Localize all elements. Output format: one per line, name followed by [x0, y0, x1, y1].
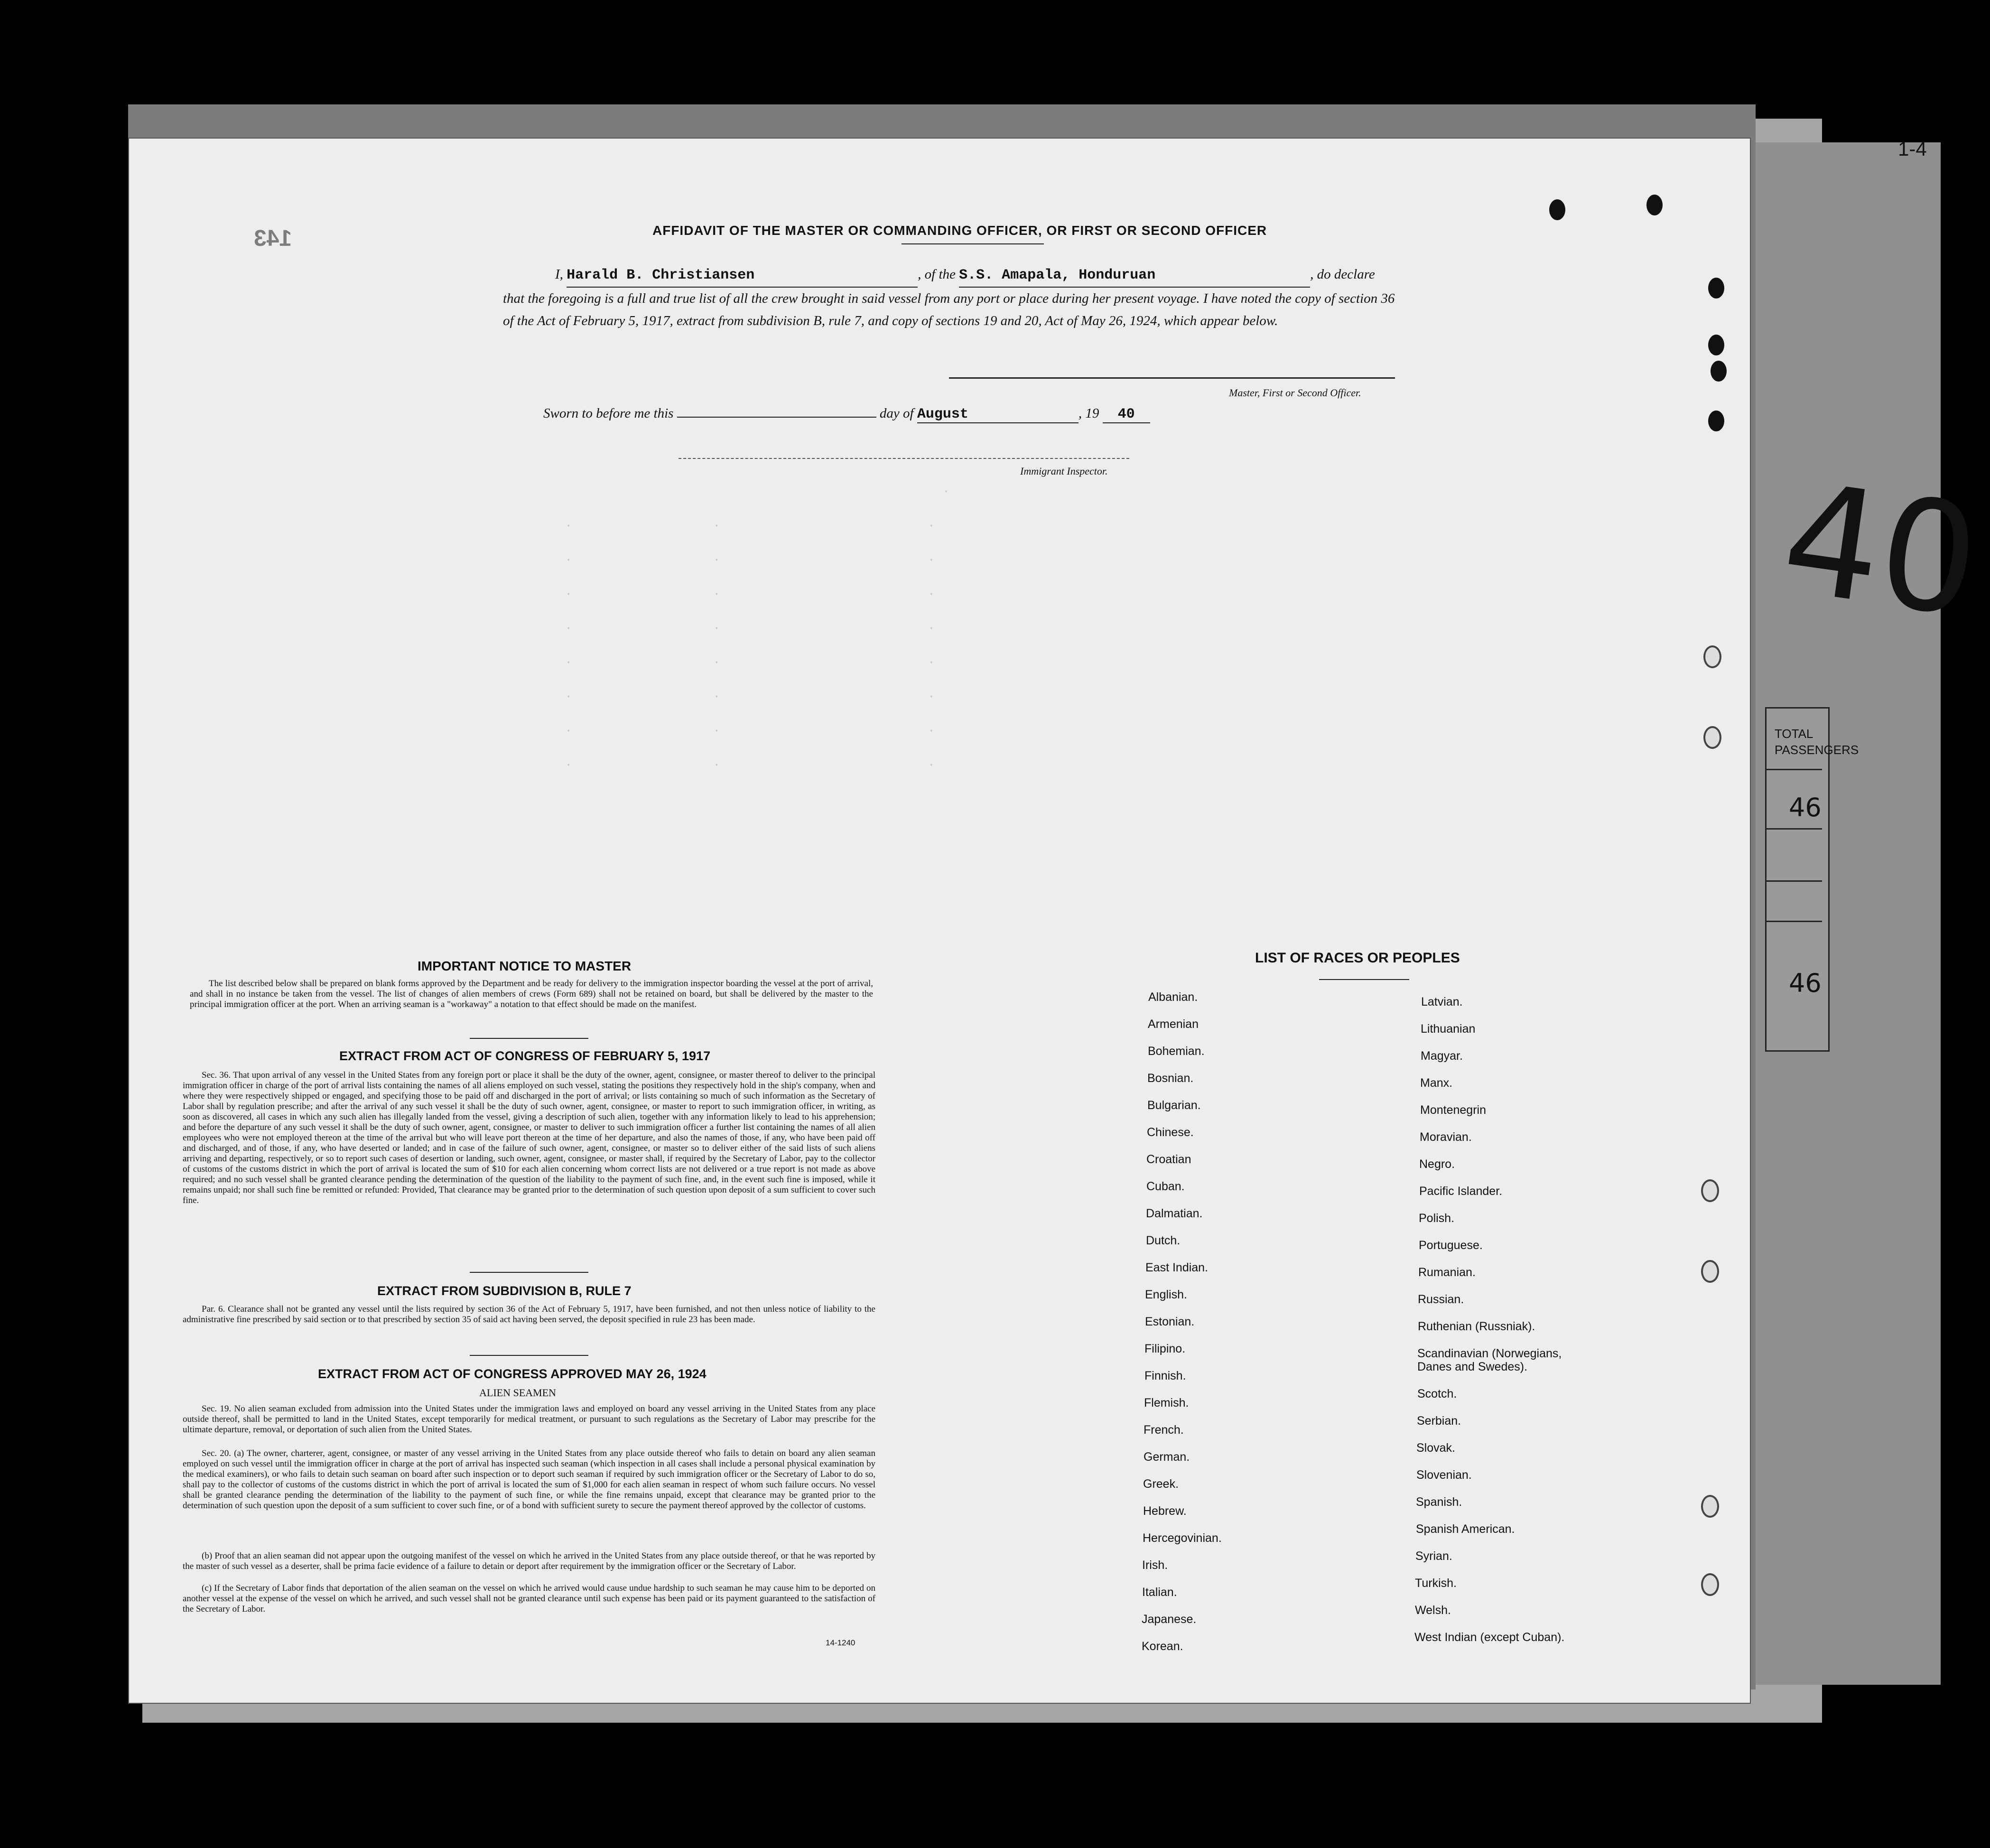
race-item: Finnish.: [1144, 1369, 1186, 1382]
subdivision-b-text: Par. 6. Clearance shall not be granted any vessel until the lists required by section 36 of the Act of February 5, 1917, have been furnished, and not then unless notice of liability to the administrative fine prescribed by said section or to that prescribed by section 35 of said act having been served, the deposit specified in rule 23 has been made.: [183, 1304, 875, 1325]
extract-1917-text: Sec. 36. That upon arrival of any vessel in the United States from any foreign port or place it shall be the duty of the owner, agent, consignee, or master thereof to deliver to the principal immigration officer in charge of the port of arrival lists containing the names of all aliens employed on such vessel, stating the positions they respectively hold in the ship's company, when and where they were respectively shipped or engaged, and specifying those to be paid off and discharged in the port of arrival; or lists containing so much of such information as the Secretary of Labor shall by regulation prescribe; and after the arrival of any such vessel it shall be the duty of such owner, agent, consignee, or master to report to such immigration officer, in writing, as soon as discovered, all cases in which any such alien has illegally landed from the vessel, giving a description of such alien, together with any information likely to lead to his apprehension; and before the departure of any such vessel it shall be the duty of such owner, agent, consignee, or master to deliver to such immigration officer a further list containing the names of all alien employees who were not employed thereon at the time of the arrival but who will leave port thereon at the time of her departure, and also the names of those, if any, who have been paid off and discharged, and of those, if any, who have deserted or landed; and in case of the failure of such owner, agent, consignee, or master so to deliver either of the said lists of such aliens arriving and departing, respectively, or so to report such cases of desertion or landing, such owner, agent, consignee, or master shall, if required by the Secretary of Labor, pay to the collector of customs of the customs district in which the port of arrival is located the sum of $10 for each alien concerning whom correct lists are not delivered or a true report is not made as above required; and no such vessel shall be granted clearance pending the determination of the question of the liability to the payment of such fine, and, in the event such fine is imposed, while it remains unpaid; nor shall such fine be remitted or refunded: Provided, That clearance may be granted prior to the determination of such question upon deposit of a sum sufficient to cover such fine.: [183, 1070, 875, 1205]
affidavit-text: [503, 263, 1404, 332]
race-item: English.: [1145, 1288, 1187, 1301]
race-item: Cuban.: [1146, 1180, 1185, 1193]
do-declare-label: , do declare: [1310, 267, 1375, 282]
divider: [470, 1038, 588, 1039]
sworn-label: Sworn to before me this: [543, 406, 674, 421]
inspector-line: [679, 458, 1129, 459]
extract-1917-title: EXTRACT FROM ACT OF CONGRESS OF FEBRUARY 5, 1917: [339, 1049, 711, 1063]
race-item: Serbian.: [1417, 1414, 1461, 1428]
race-item: Hercegovinian.: [1143, 1531, 1222, 1545]
extract-1924-sec-20c: (c) If the Secretary of Labor finds that deportation of the alien seaman on the vessel on which he arrived would cause undue hardship to such seaman he may cause him to be deported on another vessel at the expense of the vessel on which he arrived, and such vessel shall not be granted clearance until such expense has been paid or its payment guaranteed to the satisfaction of the Secretary of Labor.: [183, 1583, 875, 1614]
race-item: Rumanian.: [1418, 1266, 1476, 1279]
binder-hole: [1711, 361, 1727, 382]
binder-hole: [1701, 1179, 1719, 1202]
extract-1924-subtitle: ALIEN SEAMEN: [479, 1387, 556, 1399]
divider: [470, 1272, 588, 1273]
totals-label-line: TOTAL: [1775, 727, 1813, 741]
race-item: Greek.: [1143, 1477, 1179, 1491]
totals-label: [1775, 726, 1859, 758]
race-item: Croatian: [1146, 1153, 1191, 1166]
race-item: Irish.: [1142, 1559, 1168, 1572]
inspector-label: Immigrant Inspector.: [1020, 465, 1108, 477]
race-item: Ruthenian (Russniak).: [1418, 1320, 1535, 1333]
subdivision-b-title: EXTRACT FROM SUBDIVISION B, RULE 7: [377, 1284, 632, 1298]
race-item: Latvian.: [1421, 995, 1463, 1008]
year-prefix: , 19: [1078, 406, 1099, 421]
race-item: Montenegrin: [1420, 1103, 1486, 1117]
of-the-label: , of the: [918, 267, 956, 282]
race-item: Spanish American.: [1416, 1522, 1515, 1536]
month-field: August: [917, 406, 1079, 423]
affidavit-declaration-line: [503, 263, 1404, 288]
notice-title: IMPORTANT NOTICE TO MASTER: [418, 959, 632, 973]
race-item: Chinese.: [1147, 1126, 1194, 1139]
totals-box: [1765, 707, 1830, 1052]
race-item: Welsh.: [1415, 1604, 1451, 1617]
corner-note: 1-4: [1898, 138, 1927, 160]
affidavit-body: that the foregoing is a full and true list of all the crew brought in said vessel from any port or place during her present voyage. I have noted the copy of section 36 of the Act of February 5, 1917, extract from subdivision B, rule 7, and copy of sections 19 and 20, Act of May 26, 1924, which appear below.: [503, 291, 1395, 328]
race-item: Russian.: [1418, 1293, 1464, 1306]
race-item: Italian.: [1142, 1586, 1177, 1599]
race-item: Pacific Islander.: [1419, 1185, 1503, 1198]
day-of-label: day of: [879, 406, 914, 421]
handwritten-number: 40: [1773, 449, 1989, 652]
signature-line: [949, 377, 1395, 379]
race-item: East Indian.: [1145, 1261, 1209, 1274]
vessel-name: S.S. Amapala, Honduruan: [959, 264, 1310, 288]
race-item: Manx.: [1420, 1076, 1453, 1090]
stamp-number: 143: [254, 226, 292, 251]
race-item: Hebrew.: [1143, 1504, 1187, 1518]
year-field: 40: [1103, 406, 1150, 423]
divider: [470, 1355, 588, 1356]
divider: [1765, 769, 1822, 770]
race-item: Slovenian.: [1416, 1468, 1472, 1482]
race-item: Flemish.: [1144, 1396, 1189, 1409]
race-item: Filipino.: [1144, 1342, 1186, 1355]
race-item: Syrian.: [1415, 1549, 1452, 1563]
binder-hole: [1646, 195, 1663, 215]
totals-value: 46: [1789, 968, 1822, 998]
divider: [1319, 979, 1409, 980]
divider: [1765, 828, 1822, 830]
divider: [1765, 880, 1822, 882]
race-item: Armenian: [1148, 1017, 1199, 1031]
extract-1924-sec-20a: Sec. 20. (a) The owner, charterer, agent, consignee, or master of any vessel arriving in the United States from any place outside thereof who fails to detain on board any alien seaman employed on such vessel until the immigration officer in charge at the port of arrival has inspected such seaman (which inspection in all cases shall include a personal physical examination by the medical examiners), or who fails to detain such seaman on board after such inspection or to deport such seaman if required by such immigration officer or the Secretary of Labor to do so, shall pay to the collector of customs of the customs district in which the port of arrival is located the sum of $1,000 for each alien seaman in respect of whom such failure occurs. No vessel shall be granted clearance pending the determination of the liability to the payment of such fine, or while the fine remains unpaid, except that clearance may be granted prior to the determination of such question upon the deposit of a sum sufficient to cover such fine, or of a bond with sufficient surety to secure the payment thereof approved by the collector of customs.: [183, 1448, 875, 1511]
form-number: 14-1240: [826, 1638, 856, 1647]
race-item: Dutch.: [1146, 1234, 1181, 1247]
race-item: Bulgarian.: [1147, 1099, 1201, 1112]
notice-text: The list described below shall be prepared on blank forms approved by the Department and be ready for delivery to the immigration inspector boarding the vessel at the port of arrival, and shall in no instance be taken from the vessel. The list of changes of alien members of crews (Form 689) shall not be retained on board, but shall be delivered by the master to the principal immigration officer at the port. When an arriving seaman is a "workaway" a notation to that effect should be made on the manifest.: [190, 979, 873, 1009]
extract-1924-sec-19: Sec. 19. No alien seaman excluded from admission into the United States under the immigration laws and employed on board any vessel arriving in the United States from any place outside thereof, shall be permitted to land in the United States, except temporarily for medical treatment, or pursuant to such regulations as the Secretary of Labor may prescribe for the ultimate departure, removal, or deportation of such alien from the United States.: [183, 1404, 875, 1435]
race-item: Scandinavian (Norwegians, Danes and Swedes).: [1417, 1347, 1562, 1373]
binder-hole: [1703, 726, 1721, 749]
master-name: Harald B. Christiansen: [567, 264, 918, 288]
binder-hole: [1708, 335, 1724, 355]
race-item: Bohemian.: [1148, 1045, 1205, 1058]
affidavit-title: AFFIDAVIT OF THE MASTER OR COMMANDING OFFICER, OR FIRST OR SECOND OFFICER: [652, 223, 1267, 238]
race-item: Dalmatian.: [1146, 1207, 1203, 1220]
race-item: Japanese.: [1142, 1613, 1197, 1626]
race-item: West Indian (except Cuban).: [1414, 1631, 1565, 1644]
binder-hole: [1701, 1495, 1719, 1518]
race-item: Estonian.: [1145, 1315, 1195, 1328]
bleed-through-text: · · · · · · · · · · · · · · · · · · · · · · · · ·: [565, 485, 950, 772]
divider: [902, 243, 1044, 244]
sworn-line: [543, 406, 1150, 423]
race-item: Albanian.: [1148, 990, 1198, 1004]
race-item: Moravian.: [1420, 1130, 1472, 1144]
day-field: [677, 417, 876, 418]
underlying-card: [1727, 142, 1941, 1685]
binder-hole: [1703, 645, 1721, 668]
races-title: LIST OF RACES OR PEOPLES: [1255, 950, 1460, 966]
binder-hole: [1701, 1573, 1719, 1596]
race-item: Slovak.: [1416, 1441, 1455, 1455]
extract-1924-title: EXTRACT FROM ACT OF CONGRESS APPROVED MAY 26, 1924: [318, 1367, 707, 1381]
race-item: French.: [1144, 1423, 1184, 1437]
binder-hole: [1708, 278, 1724, 299]
race-item: Negro.: [1419, 1157, 1455, 1171]
totals-value: 46: [1789, 793, 1822, 822]
race-item: Scotch.: [1417, 1387, 1457, 1400]
race-item: Polish.: [1419, 1212, 1455, 1225]
race-item: Portuguese.: [1419, 1239, 1483, 1252]
race-item: Magyar.: [1421, 1049, 1463, 1063]
race-item: Lithuanian: [1421, 1022, 1476, 1036]
race-item: Turkish.: [1415, 1577, 1457, 1590]
binder-hole: [1701, 1260, 1719, 1283]
binder-hole: [1549, 199, 1565, 220]
binder-hole: [1708, 411, 1724, 431]
divider: [1765, 921, 1822, 922]
master-label: Master, First or Second Officer.: [1229, 387, 1361, 399]
race-item: German.: [1144, 1450, 1190, 1464]
race-item: Bosnian.: [1147, 1072, 1194, 1085]
race-item: Korean.: [1142, 1640, 1183, 1653]
extract-1924-sec-20b: (b) Proof that an alien seaman did not appear upon the outgoing manifest of the vessel on which he arrived in the United States from any place outside thereof, or that he was reported by the master of such vessel as a deserter, shall be prima facie evidence of a failure to detain or deport after requirement by the immigration officer or the Secretary of Labor.: [183, 1551, 875, 1571]
race-item: Spanish.: [1416, 1495, 1462, 1509]
totals-label-line: PASSENGERS: [1775, 742, 1859, 757]
i-label: I,: [555, 267, 563, 282]
